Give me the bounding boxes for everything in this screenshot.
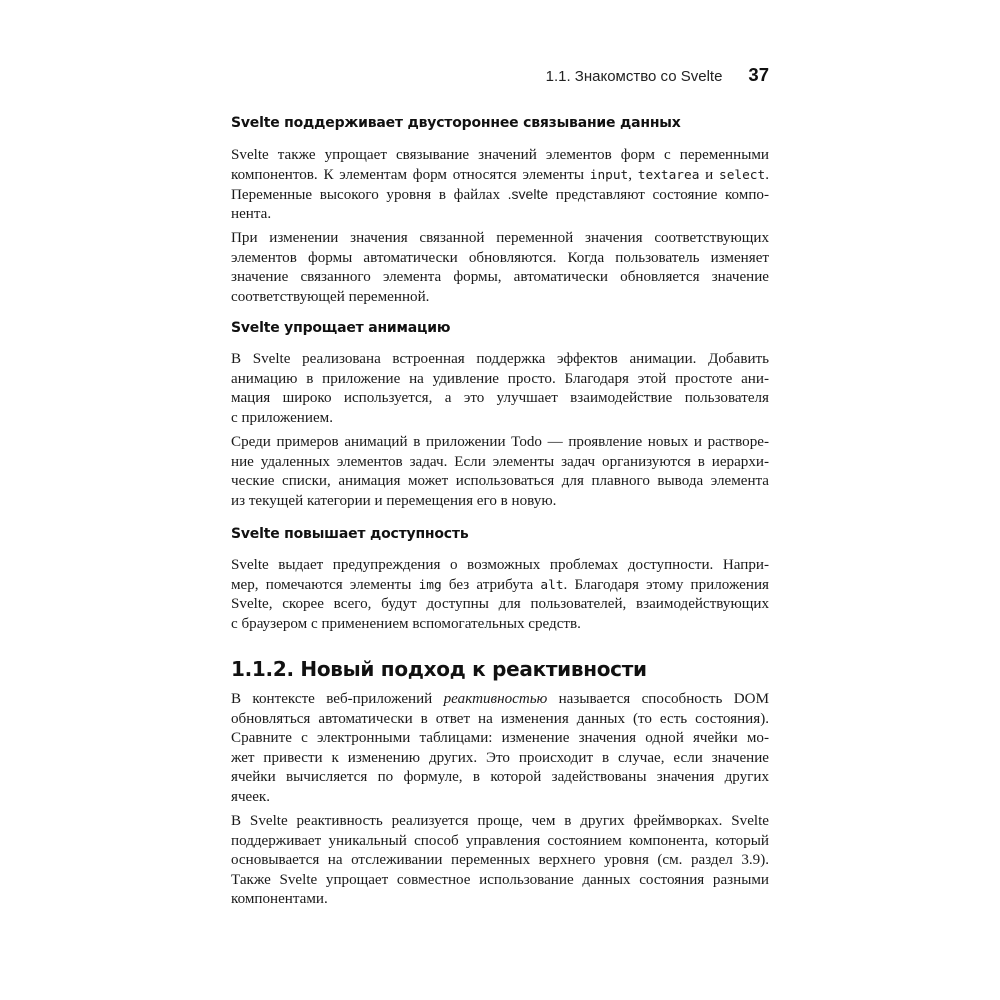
text-line: значение связанного элемента формы, автоматически обновляется значение <box>231 269 769 285</box>
file-extension: .svelte <box>507 186 549 202</box>
page-number: 37 <box>748 64 769 85</box>
text-run: Переменные высокого уровня в файлах <box>231 187 508 203</box>
text-line: ячейки вычисляется по формуле, в которой задействованы значения других <box>231 769 769 785</box>
text-line: ческие списки, анимация может использоваться для плавного вывода элемента <box>231 473 769 489</box>
text-run: мер, помечаются элементы <box>231 576 419 593</box>
text-run: без атрибута <box>441 576 541 593</box>
code-input: input <box>589 167 629 183</box>
text-line: элементов формы автоматически обновляются. Когда пользователь изменяет <box>231 249 769 266</box>
heading-animation: Svelte упрощает анимацию <box>231 320 451 336</box>
text-run: , <box>628 166 638 183</box>
code-img: img <box>418 577 442 593</box>
paragraph-reactivity-1 <box>231 690 769 807</box>
text-line: компонентами. <box>231 891 328 907</box>
text-run: . Благодаря этому приложения <box>563 576 769 593</box>
text-line: При изменении значения связанной переменной значения соответствующих <box>231 230 769 246</box>
code-alt: alt <box>540 577 564 593</box>
text-line <box>231 690 769 710</box>
code-textarea: textarea <box>637 167 700 183</box>
paragraph-reactivity-2 <box>231 812 769 910</box>
text-line: соответствующей переменной. <box>231 288 430 305</box>
text-line: поддерживает уникальный способ управления состоянием компонента, который <box>231 832 769 849</box>
paragraph-binding-1 <box>231 146 769 224</box>
running-head <box>546 64 769 86</box>
paragraph-animation-2 <box>231 433 769 511</box>
text-line: ячеек. <box>231 788 271 805</box>
text-line: Svelte также упрощает связывание значений элементов форм с переменными <box>231 147 769 163</box>
text-line: В Svelte реактивность реализуется проще, чем в других фреймворках. Svelte <box>231 813 769 829</box>
text-line: жет привести к изменению других. Это происходит в случае, если значение <box>231 749 769 766</box>
text-line: Сравните с электронными таблицами: изменение значения одной ячейки мо- <box>231 730 769 746</box>
text-line: основывается на отслеживании переменных верхнего уровня (см. раздел 3.9). <box>231 852 769 868</box>
text-line: нента. <box>231 205 272 222</box>
paragraph-animation-1 <box>231 350 769 428</box>
text-line: мация широко используется, а это улучшает взаимодействие пользователя <box>231 390 769 406</box>
text-line: анимацию в приложение на удивление просто. Благодаря этой простоте ани- <box>231 370 769 387</box>
text-run: компонентов. К элементам форм относятся элементы <box>231 166 590 183</box>
term-reactivity: реактивностью <box>443 691 548 707</box>
text-line <box>231 185 769 205</box>
text-line <box>231 166 769 186</box>
text-run: В контексте веб-приложений <box>231 691 444 707</box>
text-line: Среди примеров анимаций в приложении Todo — проявление новых и растворе- <box>231 434 769 450</box>
heading-two-way-binding: Svelte поддерживает двустороннее связывание данных <box>231 115 681 131</box>
text-run: и <box>699 166 719 183</box>
paragraph-accessibility <box>231 556 769 634</box>
text-line: Svelte выдает предупреждения о возможных проблемах доступности. Напри- <box>231 557 769 573</box>
text-line: с приложением. <box>231 409 333 426</box>
text-line: Также Svelte упрощает совместное использование данных состояния разными <box>231 871 769 888</box>
text-run: . <box>765 166 769 183</box>
text-line: В Svelte реализована встроенная поддержка эффектов анимации. Добавить <box>231 351 769 367</box>
text-line: обновляться автоматически в ответ на изменения данных (то есть состояния). <box>231 710 769 727</box>
text-line: из текущей категории и перемещения его в новую. <box>231 492 557 509</box>
heading-accessibility: Svelte повышает доступность <box>231 526 469 542</box>
heading-reactivity: 1.1.2. Новый подход к реактивности <box>231 657 647 681</box>
text-line: Svelte, скорее всего, будут доступны для пользователей, взаимодействующих <box>231 596 769 612</box>
text-line <box>231 576 769 596</box>
text-run: называется способность DOM <box>547 691 769 707</box>
code-select: select <box>718 167 766 183</box>
text-run: представляют состояние компо- <box>548 187 769 203</box>
paragraph-binding-2 <box>231 229 769 307</box>
running-head-section-title: 1.1. Знакомство со Svelte <box>545 68 723 85</box>
text-line: ние удаленных элементов задач. Если элементы задач организуются в иерархи- <box>231 453 769 470</box>
text-line: с браузером с применением вспомогательных средств. <box>231 615 581 632</box>
